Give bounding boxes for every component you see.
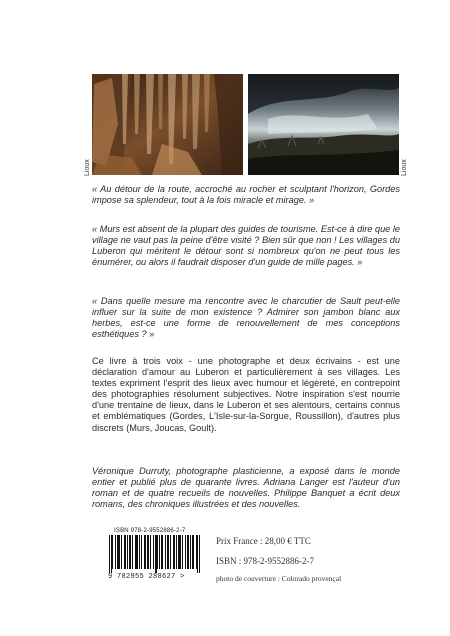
barcode-bar	[127, 535, 128, 569]
barcode-bar	[174, 535, 175, 569]
barcode-bar	[132, 535, 133, 569]
barcode-bar	[187, 535, 188, 569]
photo-misty-hills	[248, 74, 399, 175]
quote-sault: « Dans quelle mesure ma rencontre avec le charcutier de Sault peut-elle influer sur la suite de mon existence ? Admirer son jambon blanc aux herbes, est-ce une forme de renouvellement de mes conceptions esthétiques ? »	[92, 296, 400, 340]
barcode-bar	[115, 535, 116, 569]
barcode-bar	[190, 535, 191, 569]
cover-photo-credit: photo de couverture : Colorado provençal	[216, 574, 342, 583]
barcode-digits: 9 782955 288627 >	[108, 573, 185, 581]
barcode-bar	[148, 535, 149, 569]
barcode-bar	[112, 535, 113, 569]
price-text: Prix France : 28,00 € TTC	[216, 536, 311, 546]
photo-caption-left: Lioux	[84, 159, 91, 176]
barcode-bar	[139, 535, 140, 569]
author-bios: Véronique Durruty, photographe plasticienne, a exposé dans le monde entier et publié plus de quarante livres. Adriana Langer est l'auteur d'un roman et de quatre recueils de nouvelles. Philippe Banquet a écrit deux romans, des chroniques illustrées et des nouvelles.	[92, 466, 400, 510]
barcode-bar	[124, 535, 125, 569]
barcode-bar	[119, 535, 120, 569]
barcode-bar	[137, 535, 138, 569]
barcode-bar	[199, 535, 200, 573]
barcode-bar	[135, 535, 136, 569]
barcode-bar	[173, 535, 174, 569]
photo-caption-right: Lioux	[401, 159, 408, 176]
barcode-bar	[117, 535, 118, 569]
barcode-bar	[180, 535, 181, 569]
barcode-bar	[157, 535, 158, 569]
barcode-bar	[178, 535, 179, 569]
barcode-image	[108, 535, 200, 573]
barcode-bar	[168, 535, 169, 569]
barcode-bar	[192, 535, 193, 569]
barcode-bar	[170, 535, 171, 569]
barcode-bar	[130, 535, 131, 569]
barcode-bar	[185, 535, 186, 569]
barcode-bar	[159, 535, 160, 569]
barcode-bar	[179, 535, 180, 569]
barcode-bar	[125, 535, 126, 569]
barcode-bar	[155, 535, 156, 573]
barcode-bar	[161, 535, 162, 569]
quote-murs: « Murs est absent de la plupart des guides de tourisme. Est-ce à dire que le village ne vaut pas la peine d'être visité ? Bien sûr que non ! Les villages du Luberon qui méritent le détour sont si nombreux qu'on ne peut tous les énumérer, ou alors il faudrait disposer d'un guide de mille pages. »	[92, 224, 400, 268]
barcode-bar	[162, 535, 163, 569]
barcode-bar	[118, 535, 119, 569]
barcode-bar	[144, 535, 145, 569]
barcode-bar	[188, 535, 189, 569]
photo-stalactites	[92, 74, 243, 175]
barcode-bar	[182, 535, 183, 569]
barcode-bar	[165, 535, 166, 569]
barcode-bar	[176, 535, 177, 569]
barcode-bar	[111, 535, 112, 573]
barcode-bar	[141, 535, 142, 569]
quote-gordes: « Au détour de la route, accroché au rocher et sculptant l'horizon, Gordes impose sa splendeur, tout à la fois miracle et mirage. »	[92, 184, 400, 206]
barcode-bar	[129, 535, 130, 569]
barcode-bar	[193, 535, 194, 569]
barcode-bar	[167, 535, 168, 569]
barcode-bar	[145, 535, 146, 569]
barcode-bar	[197, 535, 198, 573]
barcode-bar	[147, 535, 148, 569]
isbn-text: ISBN : 978-2-9552886-2-7	[216, 556, 314, 566]
barcode-block	[108, 528, 206, 581]
barcode-bar	[153, 535, 154, 569]
book-description: Ce livre à trois voix - une photographe et deux écrivains - est une déclaration d'amour au Luberon et particulièrement à ses villages. Les textes expriment l'esprit des lieux avec humour et légèreté, en contrepoint des photographies résolument subjectives. Notre inspiration s'est nourrie d'une trentaine de lieux, dans le Luberon et ses alentours, certains connus et emblématiques (Gordes, L'Isle-sur-la-Sorgue, Roussillon), d'autres plus discrets (Murs, Joucas, Goult).	[92, 356, 400, 433]
barcode-bar	[136, 535, 137, 569]
barcode-bar	[150, 535, 151, 569]
barcode-bar	[156, 535, 157, 573]
barcode-bar	[109, 535, 110, 573]
barcode-bar	[121, 535, 122, 569]
barcode-bar	[196, 535, 197, 569]
barcode-isbn-label: ISBN 978-2-9552886-2-7	[114, 528, 186, 534]
